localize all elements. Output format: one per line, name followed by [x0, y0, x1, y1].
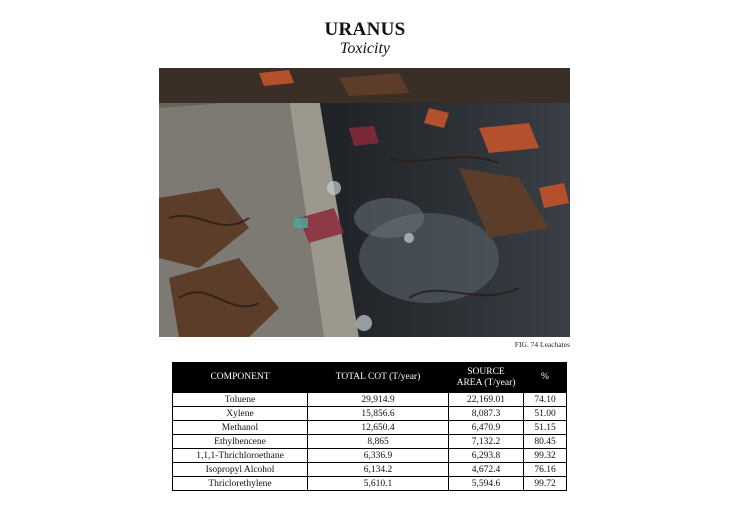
table-header-row [173, 363, 567, 393]
cell-component: Isopropyl Alcohol [173, 463, 308, 477]
cell-source-area: 4,672.4 [449, 463, 524, 477]
column-header-total-cot: TOTAL COT (T/year) [308, 363, 449, 393]
table-row [173, 463, 567, 477]
figure-caption: FIG. 74 Leachates [514, 340, 570, 349]
cell-component: Toluene [173, 393, 308, 407]
table-row [173, 449, 567, 463]
table-row [173, 393, 567, 407]
cell-total-cot: 15,856.6 [308, 407, 449, 421]
column-header-component: COMPONENT [173, 363, 308, 393]
page-title: URANUS [324, 19, 406, 40]
cell-percent: 99.72 [524, 477, 567, 491]
cell-source-area: 6,293.8 [449, 449, 524, 463]
column-header-source-area: SOURCE AREA (T/year) [449, 363, 524, 393]
cell-source-area: 5,594.6 [449, 477, 524, 491]
leachates-photo [159, 68, 570, 337]
toxicity-table [172, 362, 567, 491]
cell-component: Thriclorethylene [173, 477, 308, 491]
table-row [173, 407, 567, 421]
page-subtitle: Toxicity [339, 40, 391, 57]
cell-total-cot: 8,865 [308, 435, 449, 449]
cell-source-area: 6,470.9 [449, 421, 524, 435]
cell-component: Ethylbencene [173, 435, 308, 449]
cell-source-area: 7,132.2 [449, 435, 524, 449]
cell-component: Methanol [173, 421, 308, 435]
column-header-percent: % [524, 363, 567, 393]
cell-component: 1,1,1-Thrichloroethane [173, 449, 308, 463]
cell-total-cot: 6,336.9 [308, 449, 449, 463]
table-row [173, 435, 567, 449]
table-row [173, 477, 567, 491]
cell-percent: 51.00 [524, 407, 567, 421]
cell-percent: 76.16 [524, 463, 567, 477]
table-row [173, 421, 567, 435]
cell-component: Xylene [173, 407, 308, 421]
cell-percent: 51.15 [524, 421, 567, 435]
cell-source-area: 22,169.01 [449, 393, 524, 407]
cell-percent: 99.32 [524, 449, 567, 463]
cell-total-cot: 6,134.2 [308, 463, 449, 477]
cell-percent: 74.10 [524, 393, 567, 407]
cell-total-cot: 12,650.4 [308, 421, 449, 435]
cell-total-cot: 5,610.1 [308, 477, 449, 491]
cell-percent: 80.45 [524, 435, 567, 449]
cell-total-cot: 29,914.9 [308, 393, 449, 407]
cell-source-area: 8,087.3 [449, 407, 524, 421]
